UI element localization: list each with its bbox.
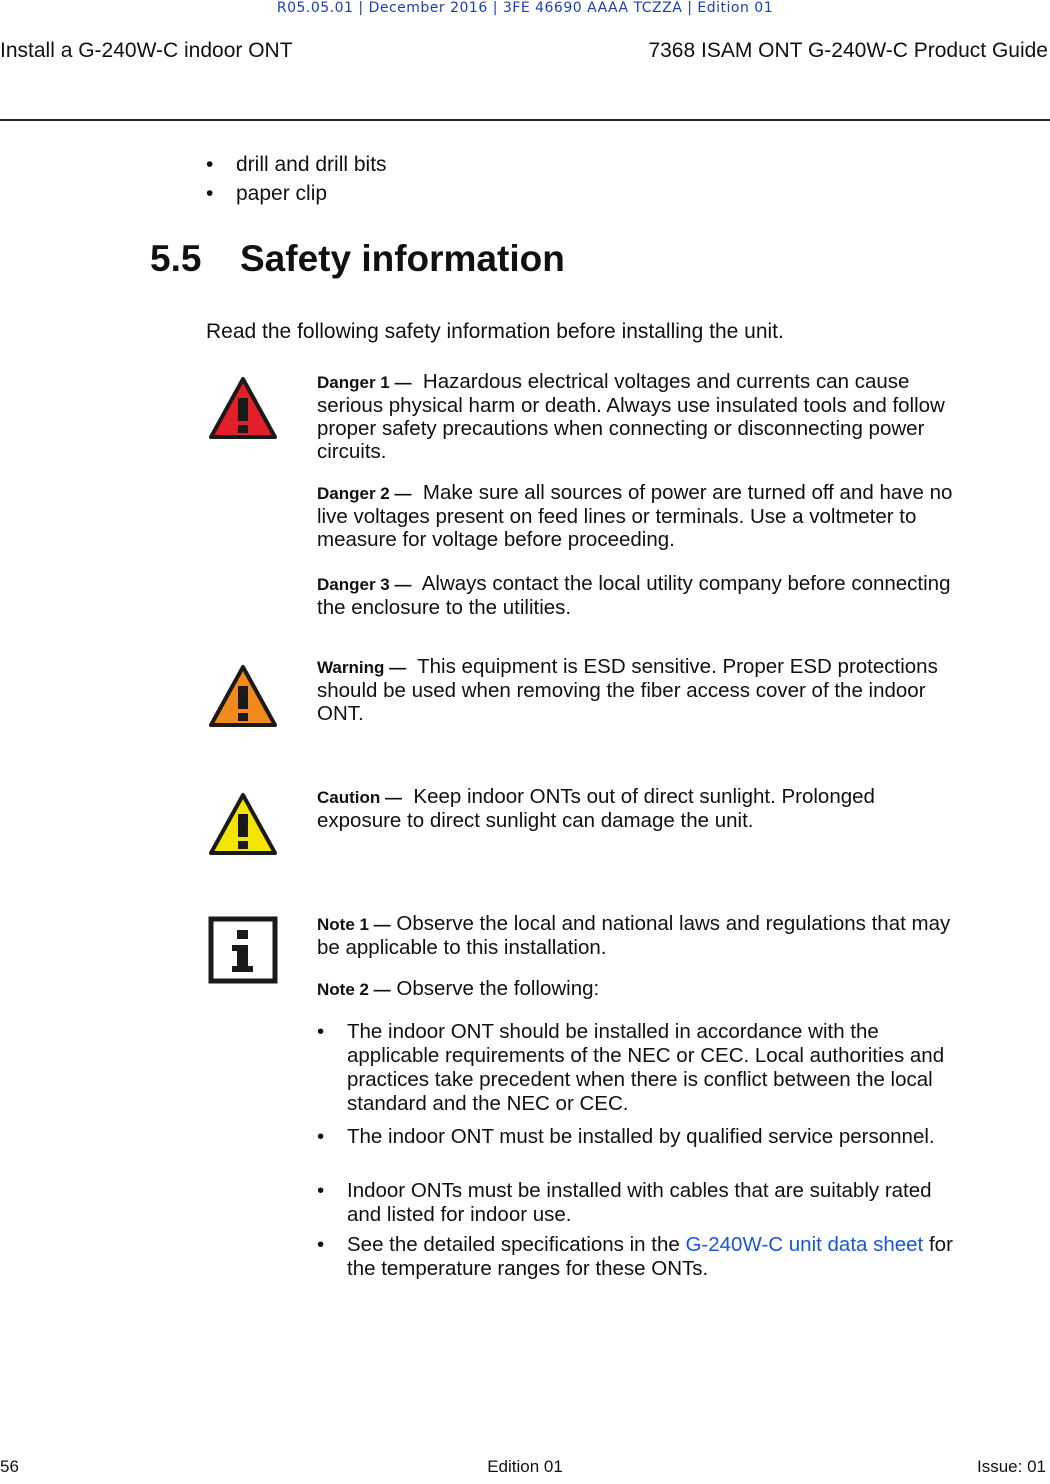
danger-icon [208, 376, 278, 440]
header-divider [0, 119, 1050, 121]
note-2: Note 2 — Observe the following: [317, 977, 600, 1000]
note-bullet: • The indoor ONT must be installed by qualified service personnel. [317, 1125, 935, 1148]
danger-3: Danger 3 — Always contact the local utility company before connecting the enclosure to the utilities. [317, 572, 951, 619]
intro-text: Read the following safety information before installing the unit. [206, 320, 784, 343]
header-left: Install a G-240W-C indoor ONT [0, 39, 293, 62]
section-heading: 5.5 Safety information [150, 238, 565, 279]
danger-2: Danger 2 — Make sure all sources of power are turned off and have no live voltages present on feed lines or terminals. Use a voltmeter to measure for voltage before proceeding. [317, 481, 953, 551]
note-bullet: • The indoor ONT should be installed in accordance with the applicable requirements of the NEC or CEC. Local authorities and practices take precedent when there is conflict between the local standard and the NEC or CEC. [317, 1020, 945, 1115]
footer-edition: Edition 01 [487, 1457, 563, 1476]
warning-icon [208, 664, 278, 728]
caution-text: Caution — Keep indoor ONTs out of direct sunlight. Prolonged exposure to direct sunlight can damage the unit. [317, 785, 875, 832]
list-item: • drill and drill bits [206, 153, 387, 176]
release-line: R05.05.01 | December 2016 | 3FE 46690 AAAA TCZZA | Edition 01 [276, 0, 774, 16]
note-bullet: • Indoor ONTs must be installed with cables that are suitably rated and listed for indoor use. [317, 1179, 932, 1226]
datasheet-link[interactable]: G-240W-C unit data sheet [685, 1233, 924, 1256]
note-bullet: • See the detailed specifications in the G-240W-C unit data sheet for the temperature ranges for these ONTs. [317, 1233, 953, 1280]
danger-1: Danger 1 — Hazardous electrical voltages and currents can cause serious physical harm or death. Always use insulated tools and follow proper safety precautions when connecting or disconnecting power circuits. [317, 370, 945, 463]
list-item: • paper clip [206, 182, 328, 205]
header-right: 7368 ISAM ONT G-240W-C Product Guide [648, 39, 1048, 62]
caution-icon [208, 792, 278, 856]
note-1: Note 1 — Observe the local and national laws and regulations that may be applicable to this installation. [317, 912, 951, 959]
footer-issue: Issue: 01 [977, 1457, 1046, 1476]
warning-text: Warning — This equipment is ESD sensitive. Proper ESD protections should be used when removing the fiber access cover of the indoor ONT. [317, 655, 938, 725]
footer-page-number: 56 [0, 1457, 19, 1476]
info-icon [208, 916, 278, 984]
